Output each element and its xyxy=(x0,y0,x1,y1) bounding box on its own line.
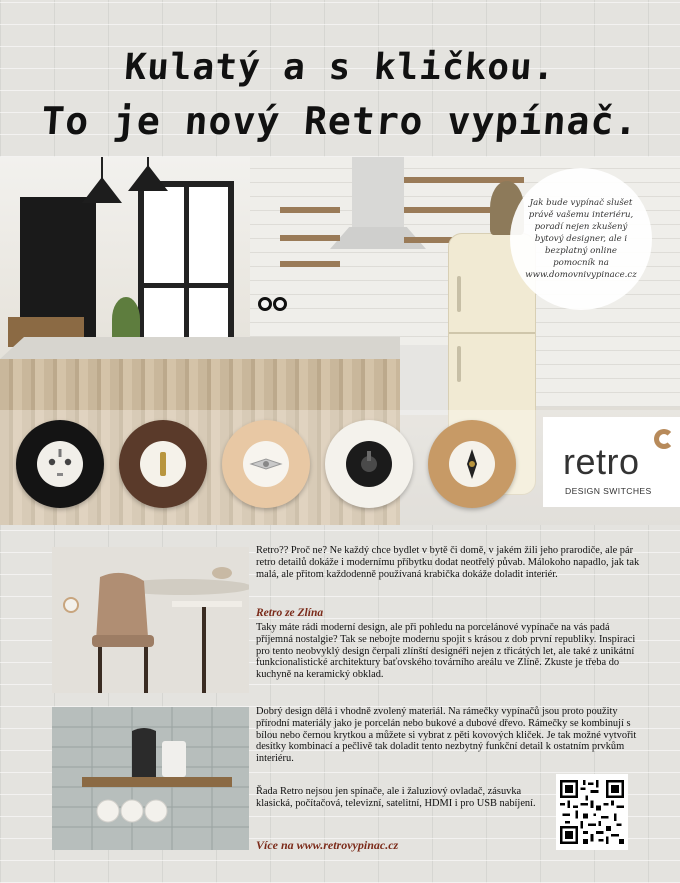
section-heading: Retro ze Zlína xyxy=(256,607,324,619)
rotary-switch-icon xyxy=(449,441,495,487)
logo-wordmark: retro xyxy=(563,441,640,482)
bathroom-sockets-photo xyxy=(52,707,249,850)
paragraph-4: Řada Retro nejsou jen spínače, ale i žaluziový ovladač, zásuvka klasická, počítačová, televizní, satelitní, HDMI i pro USB nabíjení. xyxy=(256,786,536,809)
rotary-switch-icon xyxy=(243,441,289,487)
dining-chair-photo xyxy=(52,547,249,693)
headline xyxy=(0,42,680,148)
qr-code[interactable] xyxy=(556,774,628,850)
switch-plate-oak-rotary xyxy=(428,420,516,508)
switch-plate-beech-rotary xyxy=(222,420,310,508)
logo-swirl-icon xyxy=(654,429,674,449)
wall-shelf xyxy=(280,207,340,213)
paragraph-3: Dobrý design dělá i vhodně zvolený materiál. Na rámečky vypínačů jsou proto použity přírodní materiály jako je porcelán nebo bukové a dubové dřevo. Rámečky se kombinují s bílou nebo černou krytkou a můžete si vybrat z pěti kovových kliček. Je tak možné vytvořit desítky kombinací a pečlivě tak doladit tento nezbytný funkční detail k ostatním prvkům interiéru. xyxy=(256,706,637,765)
article-paragraph-4 xyxy=(256,786,536,810)
wall-switch-icon xyxy=(258,297,272,311)
intro-paragraph: Retro?? Proč ne? Ne každý chce bydlet v bytě či domě, v jakém žili jeho prarodiče, ale pár retro detailů dokáže i modernímu příbytku dodat neotřelý půvab. Málokoho napadlo, jak tak malá, ale přitom každodenně používaná krabička dokáže doladit interiér. xyxy=(256,545,640,580)
article-intro xyxy=(256,545,644,580)
range-hood xyxy=(352,157,404,233)
pendant-lamp-cord xyxy=(101,157,103,179)
retro-logo xyxy=(543,417,680,507)
wall-shelf xyxy=(280,261,340,267)
socket-icon xyxy=(37,441,83,487)
pendant-lamp-icon xyxy=(128,165,168,191)
article-paragraph-2 xyxy=(256,622,644,681)
knob-switch-icon xyxy=(346,441,392,487)
callout-text: Jak bude vypínač slušet právě vašemu interiéru, poradí nejen zkušený bytový designer, ale i bezplatný online pomocník na www.domovnivypinace.cz xyxy=(525,198,637,280)
logo-subtitle: DESIGN SWITCHES xyxy=(565,486,652,496)
online-helper-callout xyxy=(510,168,652,310)
toggle-switch-icon xyxy=(140,441,186,487)
website-link[interactable]: Více na www.retrovypinac.cz xyxy=(256,838,399,852)
plant-icon xyxy=(112,297,140,341)
headline-line-1: Kulatý a s kličkou. xyxy=(123,47,557,88)
kitchen-counter-top xyxy=(0,337,400,359)
switch-plate-white-knob xyxy=(325,420,413,508)
switch-plate-black-socket xyxy=(16,420,104,508)
headline-line-2: To je nový Retro vypínač. xyxy=(39,99,641,143)
paragraph-2: Taky máte rádi moderní design, ale při pohledu na porcelánové vypínače na vás padá příjemná nostalgie? Tak se nebojte modernu spojit s krásou z dob první republiky. Inspiraci pro tento neobvyklý design čerpali zlínští designéři nejen z třicátých let, ale také z unikátní funkcionalistické architektury baťovského továrního areálu ve Zlíně. Zkuste je třeba do kuchyně na keramický obklad. xyxy=(256,622,636,681)
switch-plate-walnut-toggle xyxy=(119,420,207,508)
article-paragraph-3 xyxy=(256,706,644,765)
wall-switch-icon xyxy=(273,297,287,311)
pendant-lamp-icon xyxy=(82,177,122,203)
wall-shelf xyxy=(280,235,340,241)
qr-code-icon xyxy=(560,778,624,846)
